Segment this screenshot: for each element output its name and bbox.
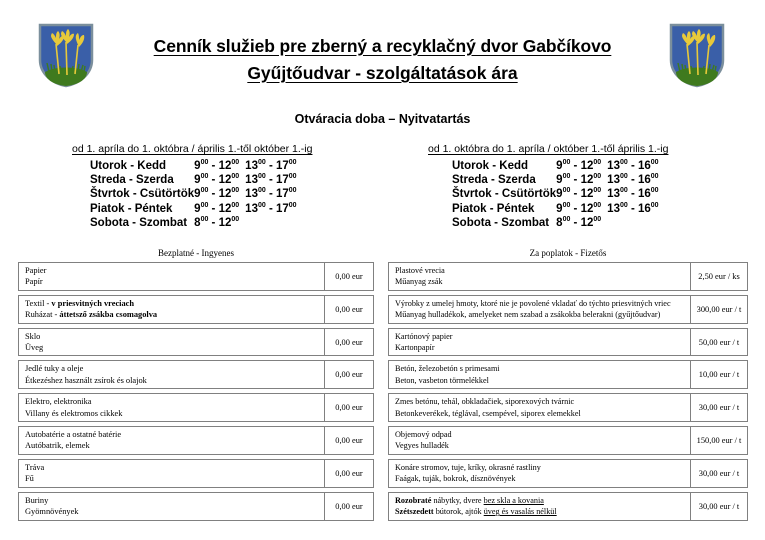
schedule-day-label: Utorok - Kedd xyxy=(452,160,529,172)
schedule-summer-table xyxy=(90,159,297,230)
price-row-value: 0,00 eur xyxy=(324,493,373,520)
price-row-value: 30,00 eur / t xyxy=(690,460,747,487)
price-row-name-hu: Faágak, tuják, bokrok, dísznövények xyxy=(395,474,516,484)
schedule-row xyxy=(90,202,297,216)
schedule-row xyxy=(90,159,297,173)
price-row xyxy=(388,295,748,324)
price-row-name-sk: Autobatérie a ostatné batérie xyxy=(25,430,122,440)
price-row-name-hu: Fű xyxy=(25,474,34,484)
schedule-winter-table xyxy=(452,159,659,230)
price-row-name-sk: Betón, železobetón s primesami xyxy=(395,364,500,374)
coat-of-arms-left xyxy=(37,22,95,88)
price-row-name xyxy=(19,361,324,388)
price-row xyxy=(18,459,374,488)
price-row-name-sk: Elektro, elektronika xyxy=(25,397,92,407)
price-row-name xyxy=(389,329,690,356)
price-row-name-sk: Zmes betónu, tehál, obkladačiek, siporexových tvárnic xyxy=(395,397,575,407)
price-row-value: 300,00 eur / t xyxy=(690,296,747,323)
schedule-winter-rows xyxy=(452,159,659,230)
schedule-day-label: Sobota - Szombat xyxy=(452,216,550,229)
price-row xyxy=(18,262,374,291)
schedule-day-label: Streda - Szerda xyxy=(452,174,536,187)
document-title xyxy=(105,34,660,86)
schedule-row xyxy=(452,202,659,216)
paid-services-table xyxy=(388,262,748,525)
price-row-name xyxy=(389,296,690,323)
schedule-time-value: $9^{00} - 12^{00}$ $13^{00} - 16^{00}$ xyxy=(556,187,659,201)
schedule-winter-period: od 1. októbra do 1. apríla / október 1.-től április 1.-ig xyxy=(428,143,669,155)
price-row-name-hu: Papír xyxy=(25,277,43,287)
price-row-value: 0,00 eur xyxy=(324,263,373,290)
schedule-day-label: Piatok - Péntek xyxy=(452,202,535,215)
price-row-name-hu: Autóbatrik, elemek xyxy=(25,441,90,451)
price-row-value: 0,00 eur xyxy=(324,361,373,388)
schedule-time-value: $9^{00} - 12^{00}$ $13^{00} - 17^{00}$ xyxy=(194,173,297,187)
title-line-hungarian: Gyűjtőudvar - szolgáltatások ára xyxy=(247,63,518,83)
price-row xyxy=(18,295,374,324)
price-row-name-hu: Műanyag hulladékok, amelyeket nem szabad a zsákokba belerakni (gyűjtőudvar) xyxy=(395,310,661,320)
paid-section-caption: Za poplatok - Fizetős xyxy=(529,248,607,258)
schedule-summer-rows xyxy=(90,159,297,230)
price-row-name xyxy=(19,460,324,487)
schedule-winter xyxy=(420,143,750,230)
price-row-name-sk: Papier xyxy=(25,266,47,275)
price-row-name-hu: Kartonpapír xyxy=(395,343,435,353)
schedule-summer xyxy=(62,143,392,230)
price-row xyxy=(18,328,374,357)
price-row-name xyxy=(19,296,324,323)
schedule-row xyxy=(452,159,659,173)
schedule-summer-period: od 1. apríla do 1. októbra / április 1.-től október 1.-ig xyxy=(72,143,313,155)
price-row-name xyxy=(389,460,690,487)
price-row-name xyxy=(389,263,690,290)
schedule-row xyxy=(452,216,659,230)
schedule-day-label: Streda - Szerda xyxy=(90,174,174,187)
schedule-time-value: $9^{00} - 12^{00}$ $13^{00} - 16^{00}$ xyxy=(556,159,659,172)
price-row-name xyxy=(389,361,690,388)
price-row-name-hu: Szétszedett bútorok, ajtók üveg és vasalás nélkül xyxy=(395,507,557,517)
price-row-name-sk: Kartónový papier xyxy=(395,331,453,341)
price-row-value: 0,00 eur xyxy=(324,296,373,323)
schedule-time-value: $9^{00} - 12^{00}$ $13^{00} - 16^{00}$ xyxy=(556,173,659,187)
schedule-time-value: $8^{00} - 12^{00}$ xyxy=(556,215,602,229)
price-row-name-hu: Étkezéshez használt zsírok és olajok xyxy=(25,375,147,385)
price-row-name-sk: Výrobky z umelej hmoty, ktoré nie je povolené vkladať do týchto priesvitných vriec xyxy=(395,298,671,308)
schedule-day-label: Štvrtok - Csütörtök xyxy=(90,188,195,201)
schedule-day-label: Sobota - Szombat xyxy=(90,216,188,229)
price-row-name-hu: Ruházat - áttetsző zsákba csomagolva xyxy=(25,310,158,320)
price-row-name xyxy=(389,493,690,520)
price-row-name-sk: Jedlé tuky a oleje xyxy=(25,364,84,374)
price-row-name-sk: Tráva xyxy=(25,462,45,472)
free-services-table xyxy=(18,262,374,525)
price-row-name-hu: Villany és elektromos cikkek xyxy=(25,408,123,418)
price-row-value: 0,00 eur xyxy=(324,427,373,454)
price-row-name xyxy=(19,263,324,290)
price-row-name-hu: Gyömnövények xyxy=(25,507,79,517)
price-row-value: 30,00 eur / t xyxy=(690,493,747,520)
price-row-name-hu: Vegyes hulladék xyxy=(395,441,449,451)
schedule-day-label: Štvrtok - Csütörtök xyxy=(452,188,557,201)
price-row xyxy=(388,393,748,422)
price-row-name-sk: Textil - v priesvitných vreciach xyxy=(25,298,135,308)
price-row-value: 0,00 eur xyxy=(324,329,373,356)
price-row-value: 10,00 eur / t xyxy=(690,361,747,388)
schedule-row xyxy=(452,187,659,201)
price-row-name xyxy=(389,427,690,454)
price-row-name-sk: Buriny xyxy=(25,495,49,505)
price-row-name-hu: Műanyag zsák xyxy=(395,277,443,287)
price-row xyxy=(18,426,374,455)
price-row xyxy=(18,492,374,521)
price-row xyxy=(388,328,748,357)
title-line-slovak: Cenník služieb pre zberný a recyklačný dvor Gabčíkovo xyxy=(153,36,612,56)
price-row xyxy=(388,459,748,488)
price-row-name-hu: Üveg xyxy=(25,343,44,353)
price-row xyxy=(388,492,748,521)
price-row-value: 50,00 eur / t xyxy=(690,329,747,356)
schedule-day-label: Utorok - Kedd xyxy=(90,160,167,172)
price-row-name-sk: Konáre stromov, tuje, kríky, okrasné rastliny xyxy=(395,462,541,472)
schedule-time-value: $9^{00} - 12^{00}$ $13^{00} - 17^{00}$ xyxy=(194,159,297,172)
price-row-name xyxy=(389,394,690,421)
price-row-name xyxy=(19,427,324,454)
price-row-name xyxy=(19,329,324,356)
price-row-value: 150,00 eur / t xyxy=(690,427,747,454)
schedule-row xyxy=(90,216,297,230)
price-row xyxy=(388,426,748,455)
price-row-name-sk: Sklo xyxy=(25,331,41,341)
schedule-row xyxy=(452,173,659,187)
free-section-caption: Bezplatné - Ingyenes xyxy=(158,248,234,258)
schedule-time-value: $9^{00} - 12^{00}$ $13^{00} - 17^{00}$ xyxy=(194,187,297,201)
price-row-value: 0,00 eur xyxy=(324,460,373,487)
price-row xyxy=(18,360,374,389)
price-row-name xyxy=(19,394,324,421)
price-row-value: 30,00 eur / t xyxy=(690,394,747,421)
price-row xyxy=(388,262,748,291)
price-row-value: 2,50 eur / ks xyxy=(690,263,747,290)
schedule-time-value: $9^{00} - 12^{00}$ $13^{00} - 16^{00}$ xyxy=(556,201,659,215)
price-row-name-sk: Objemový odpad xyxy=(395,430,452,440)
schedule-time-value: $9^{00} - 12^{00}$ $13^{00} - 17^{00}$ xyxy=(194,201,297,215)
price-row-value: 0,00 eur xyxy=(324,394,373,421)
price-row-name-hu: Beton, vasbeton törmelékkel xyxy=(395,375,489,385)
coat-of-arms-right xyxy=(668,22,726,88)
price-row xyxy=(18,393,374,422)
price-row xyxy=(388,360,748,389)
price-row-name-hu: Betonkeverékek, téglával, csempével, siporex elemekkel xyxy=(395,408,581,418)
schedule-row xyxy=(90,187,297,201)
price-row-name xyxy=(19,493,324,520)
opening-hours-heading: Otváracia doba – Nyitvatartás xyxy=(294,112,471,126)
schedule-row xyxy=(90,173,297,187)
schedule-day-label: Piatok - Péntek xyxy=(90,202,173,215)
price-row-name-sk: Rozobraté nábytky, dvere bez skla a kovania xyxy=(395,495,544,505)
schedule-time-value: $8^{00} - 12^{00}$ xyxy=(194,215,240,229)
price-row-name-sk: Plastové vrecia xyxy=(395,266,445,275)
